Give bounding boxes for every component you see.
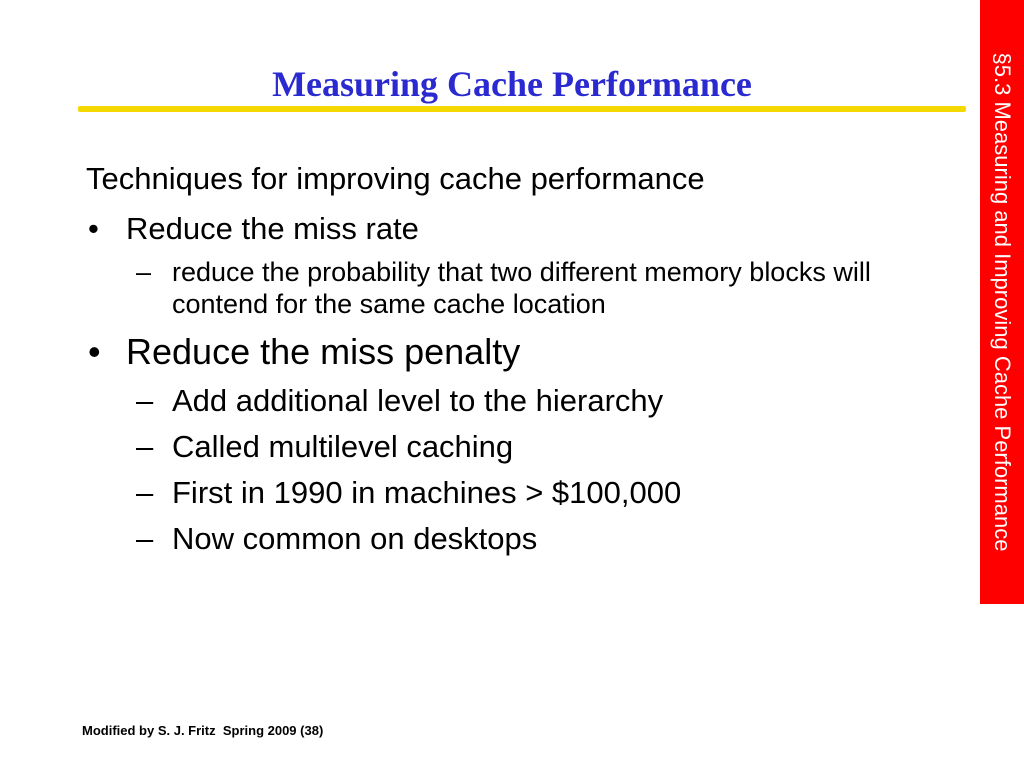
sub-bullet-text: reduce the probability that two different memory blocks will contend for the same cache location	[172, 257, 871, 319]
slide-content	[86, 160, 966, 566]
dash-icon: –	[136, 429, 154, 464]
dash-icon: –	[136, 257, 152, 287]
sub-bullet-text: Called multilevel caching	[172, 429, 514, 464]
sub-bullet-text: First in 1990 in machines > $100,000	[172, 475, 682, 510]
title-underline	[78, 106, 966, 112]
sub-bullet-text: Add additional level to the hierarchy	[172, 383, 664, 418]
sub-bullet-add-level	[86, 382, 966, 420]
dash-icon: –	[136, 383, 154, 418]
sub-bullet-text: Now common on desktops	[172, 521, 538, 556]
sub-bullet-desktops	[86, 520, 966, 558]
dash-icon: –	[136, 521, 154, 556]
lead-line: Techniques for improving cache performance	[86, 161, 705, 196]
dash-icon: –	[136, 475, 154, 510]
sub-bullet-first-1990	[86, 474, 966, 512]
bullet-dot-icon: •	[88, 211, 99, 246]
bullet-text: Reduce the miss rate	[126, 211, 419, 246]
slide-title: Measuring Cache Performance	[272, 64, 752, 104]
section-side-tab-label: §5.3 Measuring and Improving Cache Performance	[990, 52, 1015, 552]
sub-bullet-contention	[86, 256, 966, 320]
bullet-dot-icon: •	[88, 331, 101, 372]
bullet-reduce-miss-penalty	[86, 330, 966, 374]
sub-bullet-multilevel	[86, 428, 966, 466]
bullet-text: Reduce the miss penalty	[126, 331, 521, 372]
bullet-reduce-miss-rate	[86, 210, 966, 248]
slide-footer: Modified by S. J. Fritz Spring 2009 (38)	[82, 723, 324, 738]
